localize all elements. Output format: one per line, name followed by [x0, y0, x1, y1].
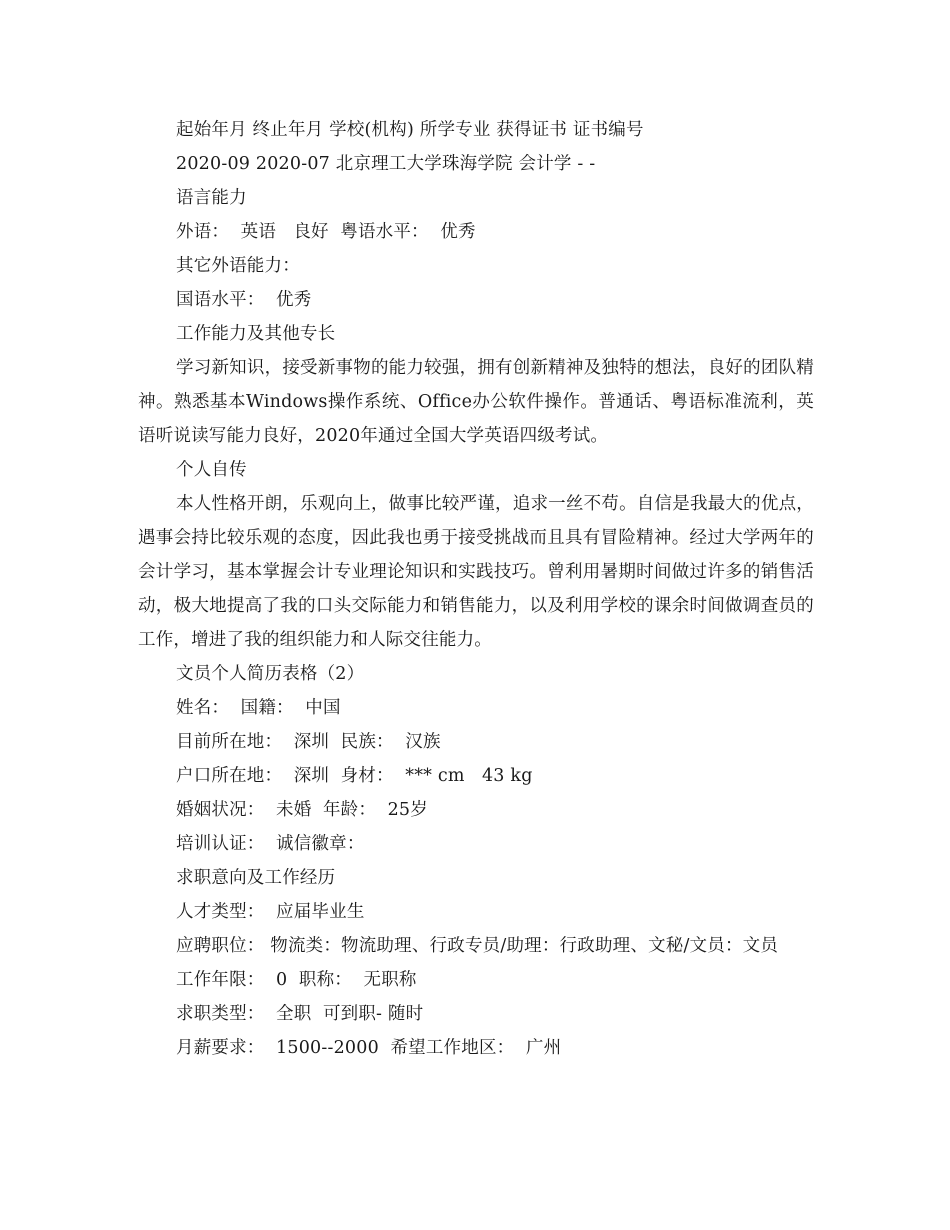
table-header-row: 起始年月 终止年月 学校(机构) 所学专业 获得证书 证书编号	[176, 120, 644, 140]
section-heading-language: 语言能力	[176, 188, 247, 208]
position-applied-line: 应聘职位： 物流类：物流助理、行政专员/助理：行政助理、文秘/文员：文员	[176, 936, 779, 956]
section-heading-skills: 工作能力及其他专长	[176, 324, 336, 344]
location-ethnicity-line: 目前所在地： 深圳 民族： 汉族	[176, 732, 441, 752]
section-heading-autobiography: 个人自传	[176, 460, 247, 480]
document-body	[138, 113, 814, 1065]
resume-title: 文员个人简历表格（2）	[176, 664, 365, 684]
name-nationality-line: 姓名： 国籍： 中国	[176, 698, 341, 718]
section-heading-job-intent: 求职意向及工作经历	[176, 868, 336, 888]
work-years-title-line: 工作年限： 0 职称： 无职称	[176, 970, 417, 990]
education-row: 2020-09 2020-07 北京理工大学珠海学院 会计学 - -	[176, 154, 596, 174]
mandarin-level-line: 国语水平： 优秀	[176, 290, 312, 310]
certification-line: 培训认证： 诚信徽章：	[176, 834, 365, 854]
skills-paragraph: 学习新知识，接受新事物的能力较强，拥有创新精神及独特的想法，良好的团队精神。熟悉基本Windows操作系统、Office办公软件操作。普通话、粤语标准流利，英语听说读写能力良好，2020年通过全国大学英语四级考试。	[138, 358, 814, 446]
marital-age-line: 婚姻状况： 未婚 年龄： 25岁	[176, 800, 428, 820]
talent-type-line: 人才类型： 应届毕业生	[176, 902, 365, 922]
autobiography-paragraph: 本人性格开朗，乐观向上，做事比较严谨，追求一丝不苟。自信是我最大的优点，遇事会持比较乐观的态度，因此我也勇于接受挑战而且具有冒险精神。经过大学两年的会计学习，基本掌握会计专业理论知识和实践技巧。曾利用暑期时间做过许多的销售活动，极大地提高了我的口头交际能力和销售能力，以及利用学校的课余时间做调查员的工作，增进了我的组织能力和人际交往能力。	[138, 494, 814, 650]
salary-location-line: 月薪要求： 1500--2000 希望工作地区： 广州	[176, 1038, 562, 1058]
job-type-line: 求职类型： 全职 可到职- 随时	[176, 1004, 424, 1024]
hukou-body-line: 户口所在地： 深圳 身材： *** cm 43 kg	[176, 766, 533, 786]
foreign-language-line: 外语： 英语 良好 粤语水平： 优秀	[176, 222, 476, 242]
other-language-line: 其它外语能力：	[176, 256, 300, 276]
